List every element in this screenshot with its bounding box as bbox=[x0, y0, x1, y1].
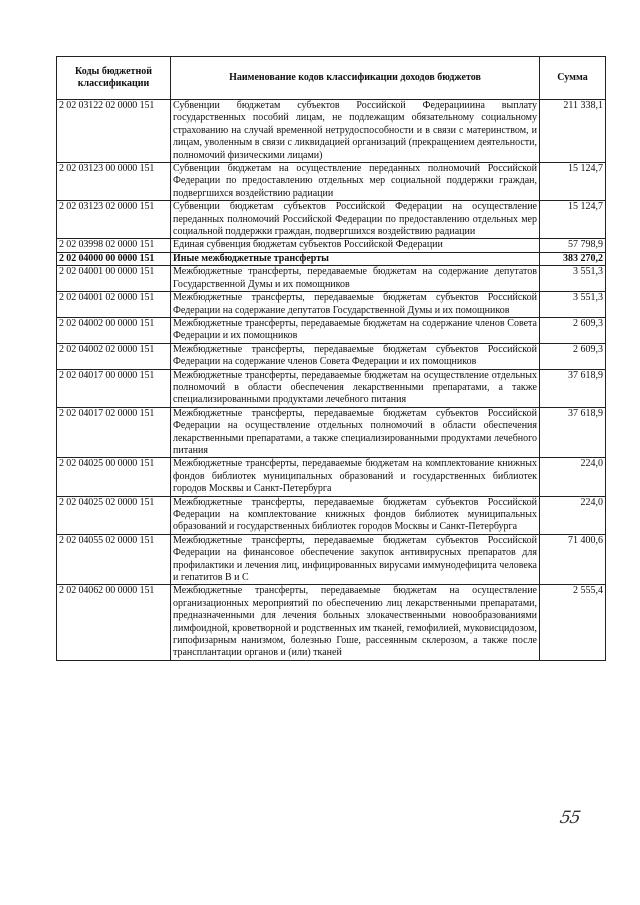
row-code: 2 02 04055 02 0000 151 bbox=[57, 534, 171, 585]
row-sum: 3 551,3 bbox=[540, 266, 606, 292]
page-number: 55 bbox=[558, 808, 582, 828]
row-code: 2 02 04062 00 0000 151 bbox=[57, 585, 171, 660]
row-code: 2 02 04001 00 0000 151 bbox=[57, 266, 171, 292]
table-row bbox=[57, 343, 606, 369]
row-name: Межбюджетные трансферты, передаваемые бюджетам субъектов Российской Федерации на содержание членов Совета Федерации и их помощников bbox=[171, 343, 540, 369]
row-sum: 37 618,9 bbox=[540, 407, 606, 458]
row-code: 2 02 04017 02 0000 151 bbox=[57, 407, 171, 458]
row-name: Межбюджетные трансферты, передаваемые бюджетам на осуществление организационных мероприятий по обеспечению лиц лекарственными препаратами, предназначенными для лечения больных злокачественными новообразованиями лимфоидной, кроветворной и родственных им тканей, гемофилией, муковисцидозом, гипофизарным нанизмом, болезнью Гоше, рассеянным склерозом, а также после трансплантации органов и (или) тканей bbox=[171, 585, 540, 660]
row-sum: 2 609,3 bbox=[540, 317, 606, 343]
row-name: Иные межбюджетные трансферты bbox=[171, 252, 540, 265]
table-row bbox=[57, 266, 606, 292]
table-row bbox=[57, 534, 606, 585]
table-row bbox=[57, 239, 606, 252]
header-code: Коды бюджетной классификации bbox=[57, 57, 171, 100]
row-name: Межбюджетные трансферты, передаваемые бюджетам на содержание членов Совета Федерации и их помощников bbox=[171, 317, 540, 343]
table-row bbox=[57, 458, 606, 496]
row-sum: 57 798,9 bbox=[540, 239, 606, 252]
row-sum: 224,0 bbox=[540, 496, 606, 534]
row-code: 2 02 03123 02 0000 151 bbox=[57, 201, 171, 239]
table-row bbox=[57, 100, 606, 163]
row-code: 2 02 04002 00 0000 151 bbox=[57, 317, 171, 343]
row-name: Межбюджетные трансферты, передаваемые бюджетам на осуществление отдельных полномочий в области обеспечения лекарственными препаратами, а также специализированными продуктами лечебного питания bbox=[171, 369, 540, 407]
table-row bbox=[57, 163, 606, 201]
table-row bbox=[57, 292, 606, 318]
table-row bbox=[57, 317, 606, 343]
row-name: Межбюджетные трансферты, передаваемые бюджетам субъектов Российской Федерации на осуществление отдельных полномочий в области обеспечения лекарственными препаратами, а также специализированными продуктами лечебного питания bbox=[171, 407, 540, 458]
row-code: 2 02 03123 00 0000 151 bbox=[57, 163, 171, 201]
row-sum: 37 618,9 bbox=[540, 369, 606, 407]
row-name: Субвенции бюджетам на осуществление переданных полномочий Российской Федерации по предоставлению отдельных мер социальной поддержки граждан, подвергшихся воздействию радиации bbox=[171, 163, 540, 201]
budget-revenue-table bbox=[56, 56, 606, 661]
header-name: Наименование кодов классификации доходов бюджетов bbox=[171, 57, 540, 100]
row-name: Субвенции бюджетам субъектов Российской Федерации на осуществление переданных полномочий Российской Федерации по предоставлению отдельных мер социальной поддержки граждан, подвергшихся воздействию радиации bbox=[171, 201, 540, 239]
row-sum: 71 400,6 bbox=[540, 534, 606, 585]
table-body bbox=[57, 100, 606, 661]
row-name: Межбюджетные трансферты, передаваемые бюджетам субъектов Российской Федерации на содержание депутатов Государственной Думы и их помощников bbox=[171, 292, 540, 318]
row-name: Межбюджетные трансферты, передаваемые бюджетам субъектов Российской Федерации на комплектование книжных фондов библиотек муниципальных образований и государственных библиотек городов Москвы и Санкт-Петербурга bbox=[171, 496, 540, 534]
row-sum: 211 338,1 bbox=[540, 100, 606, 163]
row-code: 2 02 04025 00 0000 151 bbox=[57, 458, 171, 496]
row-sum: 224,0 bbox=[540, 458, 606, 496]
row-code: 2 02 03998 02 0000 151 bbox=[57, 239, 171, 252]
row-sum: 2 555,4 bbox=[540, 585, 606, 660]
row-code: 2 02 04001 02 0000 151 bbox=[57, 292, 171, 318]
row-code: 2 02 04002 02 0000 151 bbox=[57, 343, 171, 369]
row-sum: 15 124,7 bbox=[540, 201, 606, 239]
row-sum: 3 551,3 bbox=[540, 292, 606, 318]
row-name: Субвенции бюджетам субъектов Российской Федерацииина выплату государственных пособий лицам, не подлежащим обязательному социальному страхованию на случай временной нетрудоспособности и в связи с материнством, и лицам, уволенным в связи с ликвидацией организаций (прекращением деятельности, полномочий физическими лицами) bbox=[171, 100, 540, 163]
row-name: Единая субвенция бюджетам субъектов Российской Федерации bbox=[171, 239, 540, 252]
row-code: 2 02 04017 00 0000 151 bbox=[57, 369, 171, 407]
table-row bbox=[57, 407, 606, 458]
table-row bbox=[57, 252, 606, 265]
header-sum: Сумма bbox=[540, 57, 606, 100]
row-name: Межбюджетные трансферты, передаваемые бюджетам на комплектование книжных фондов библиотек муниципальных образований и государственных библиотек городов Москвы и Санкт-Петербурга bbox=[171, 458, 540, 496]
row-name: Межбюджетные трансферты, передаваемые бюджетам на содержание депутатов Государственной Думы и их помощников bbox=[171, 266, 540, 292]
row-sum: 2 609,3 bbox=[540, 343, 606, 369]
table-row bbox=[57, 585, 606, 660]
table-row bbox=[57, 369, 606, 407]
row-code: 2 02 04025 02 0000 151 bbox=[57, 496, 171, 534]
table-header-row bbox=[57, 57, 606, 100]
table-row bbox=[57, 496, 606, 534]
row-code: 2 02 04000 00 0000 151 bbox=[57, 252, 171, 265]
row-sum: 383 270,2 bbox=[540, 252, 606, 265]
row-sum: 15 124,7 bbox=[540, 163, 606, 201]
table-row bbox=[57, 201, 606, 239]
row-code: 2 02 03122 02 0000 151 bbox=[57, 100, 171, 163]
row-name: Межбюджетные трансферты, передаваемые бюджетам субъектов Российской Федерации на финансовое обеспечение закупок антивирусных препаратов для профилактики и лечения лиц, инфицированных вирусами иммунодефицита человека и гепатитов В и С bbox=[171, 534, 540, 585]
